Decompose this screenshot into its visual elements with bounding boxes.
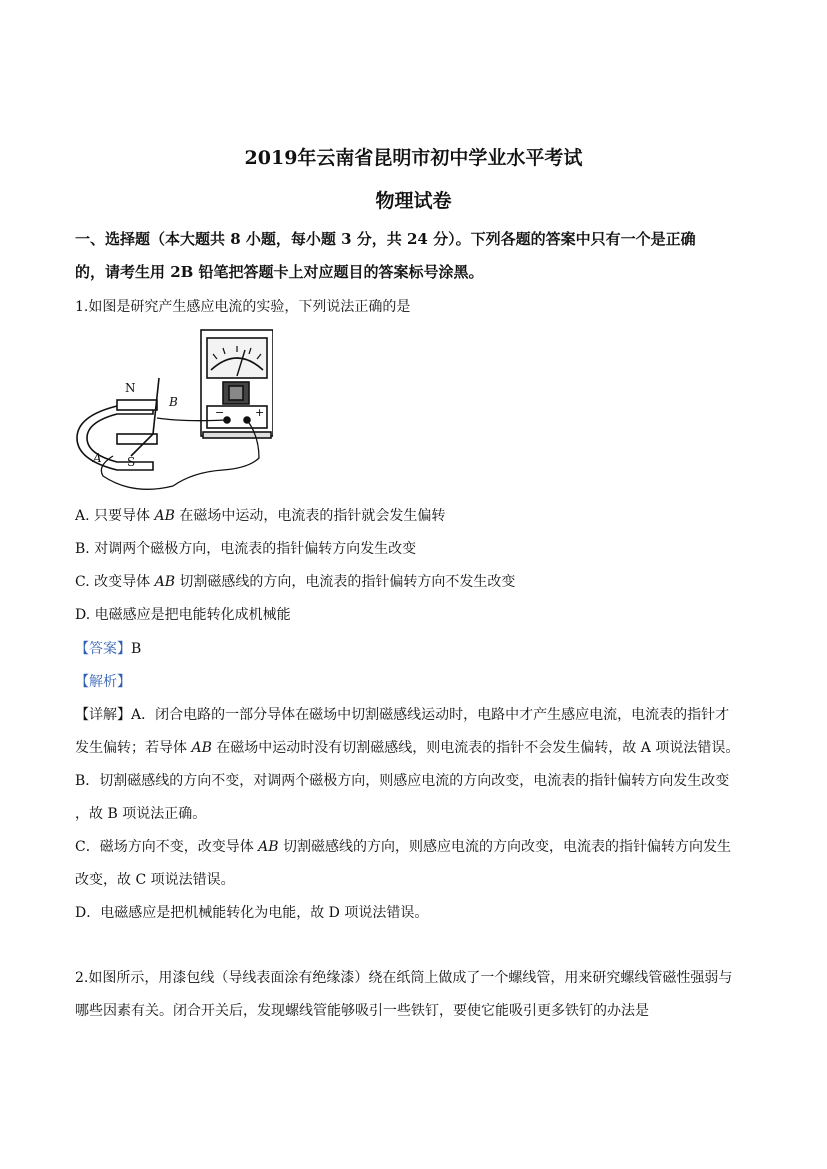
answer-line bbox=[75, 638, 141, 658]
page-subtitle: 物理试卷 bbox=[375, 190, 452, 212]
option-a-post: 在磁场中运动，电流表的指针就会发生偏转 bbox=[174, 508, 446, 524]
question-2-line-2: 哪些因素有关。闭合开关后，发现螺线管能够吸引一些铁钉，要使它能吸引更多铁钉的办法是 bbox=[75, 1003, 649, 1019]
detail-line-2 bbox=[75, 737, 739, 757]
option-b: B. 对调两个磁极方向，电流表的指针偏转方向发生改变 bbox=[75, 541, 417, 557]
section-heading-line1: 一、选择题（本大题共 8 小题，每小题 3 分，共 24 分）。下列各题的答案中只有一个是正确 bbox=[75, 230, 696, 248]
detail-line-3: B．切割磁感线的方向不变，对调两个磁极方向，则感应电流的方向改变，电流表的指针偏转方向发生改变 bbox=[75, 773, 730, 789]
magnet-pole-s-label: S bbox=[127, 455, 136, 469]
answer-tag: 【答案】 bbox=[75, 641, 131, 657]
page-title: 2019年云南省昆明市初中学业水平考试 bbox=[244, 147, 583, 169]
horseshoe-magnet bbox=[77, 400, 157, 470]
conductor-end-a-label: A bbox=[93, 451, 102, 465]
option-a bbox=[75, 505, 445, 525]
detail-line-2-var: AB bbox=[191, 740, 212, 756]
detail-line-1: 【详解】A．闭合电路的一部分导体在磁场中切割磁感线运动时，电路中才产生感应电流，电流表的指针才 bbox=[75, 707, 730, 723]
detail-line-2-pre: 发生偏转；若导体 bbox=[75, 740, 192, 756]
option-d: D. 电磁感应是把电能转化成机械能 bbox=[75, 607, 291, 623]
option-a-var: AB bbox=[154, 508, 175, 524]
section-heading-line2: 的，请考生用 2B 铅笔把答题卡上对应题目的答案标号涂黑。 bbox=[75, 263, 484, 281]
detail-line-5-post: 切割磁感线的方向，则感应电流的方向改变，电流表的指针偏转方向发生 bbox=[278, 839, 732, 855]
detail-line-7: D．电磁感应是把机械能转化为电能，故 D 项说法错误。 bbox=[75, 905, 429, 921]
minus-terminal-label: − bbox=[215, 406, 225, 419]
conductor-end-b-label: B bbox=[169, 395, 178, 409]
analysis-tag: 【解析】 bbox=[75, 674, 131, 690]
induction-experiment-figure bbox=[73, 326, 273, 498]
detail-line-2-post: 在磁场中运动时没有切割磁感线，则电流表的指针不会发生偏转，故 A 项说法错误。 bbox=[211, 740, 740, 756]
detail-line-4: ，故 B 项说法正确。 bbox=[75, 806, 207, 822]
option-a-pre: A. 只要导体 bbox=[75, 508, 155, 524]
detail-line-6: 改变，故 C 项说法错误。 bbox=[75, 872, 235, 888]
question-2-line-1: 2.如图所示，用漆包线（导线表面涂有绝缘漆）绕在纸筒上做成了一个螺线管，用来研究螺线管磁性强弱与 bbox=[75, 970, 733, 986]
detail-line-5-pre: C．磁场方向不变，改变导体 bbox=[75, 839, 259, 855]
option-c-pre: C. 改变导体 bbox=[75, 574, 155, 590]
detail-line-5-var: AB bbox=[258, 839, 279, 855]
detail-line-5 bbox=[75, 836, 731, 856]
option-c-var: AB bbox=[154, 574, 175, 590]
option-c-post: 切割磁感线的方向，电流表的指针偏转方向不发生改变 bbox=[174, 574, 516, 590]
question-1-stem: 1.如图是研究产生感应电流的实验，下列说法正确的是 bbox=[75, 299, 411, 315]
plus-terminal-label: + bbox=[255, 406, 265, 419]
galvanometer bbox=[201, 330, 273, 438]
magnet-pole-n-label: N bbox=[125, 381, 136, 395]
option-c bbox=[75, 571, 515, 591]
answer-value: B bbox=[131, 641, 142, 657]
